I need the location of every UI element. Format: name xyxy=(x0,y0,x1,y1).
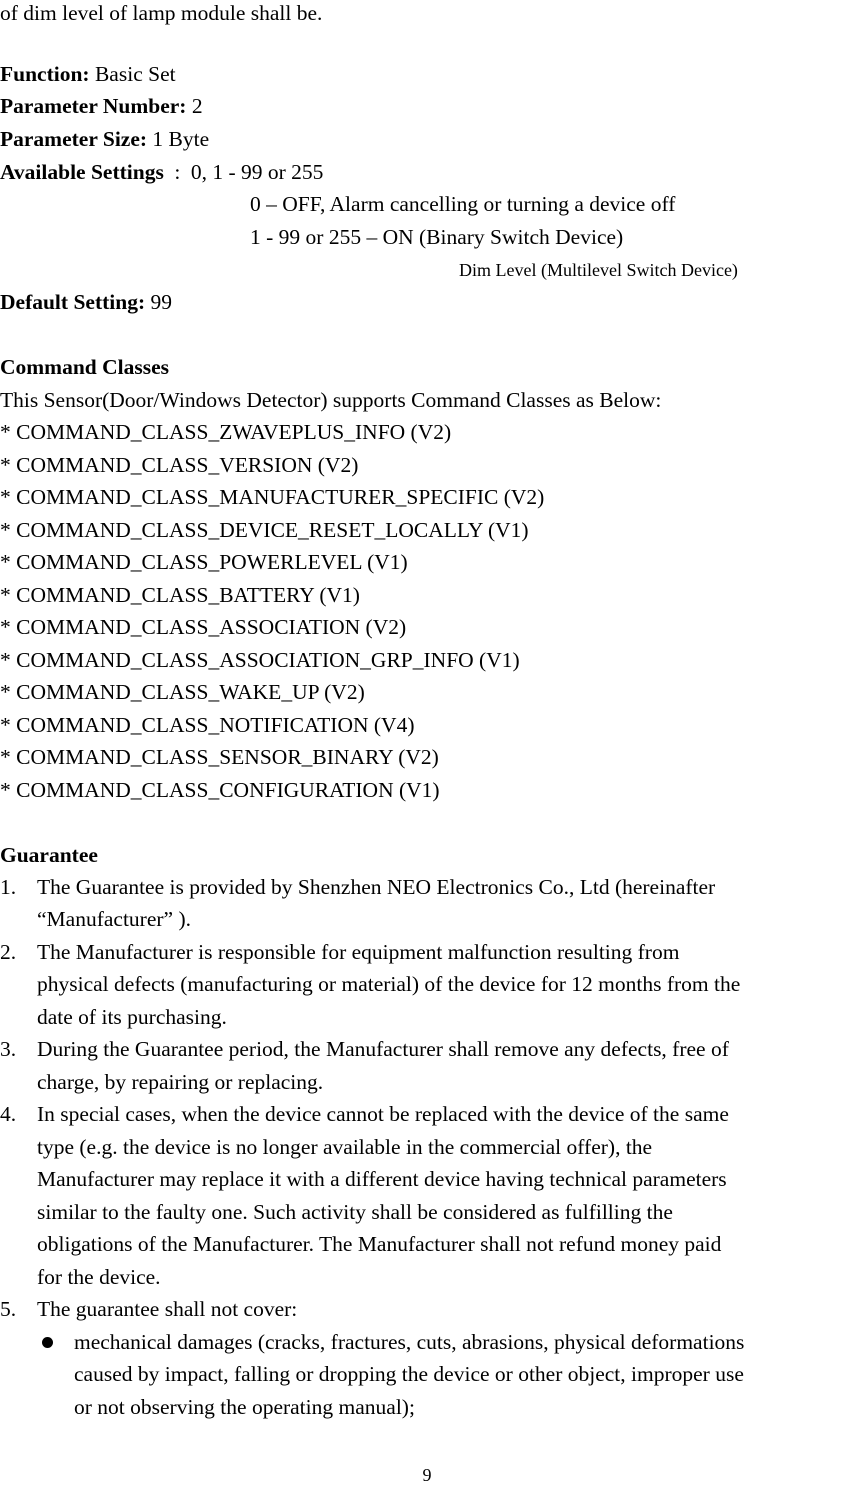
guarantee-item-line: “Manufacturer” ). xyxy=(37,907,191,931)
command-class-item: * COMMAND_CLASS_NOTIFICATION (V4) xyxy=(0,713,415,737)
guarantee-item-number: 2. xyxy=(0,940,17,964)
command-classes-heading: Command Classes xyxy=(0,355,170,379)
guarantee-item-line: During the Guarantee period, the Manufacturer shall remove any defects, free of xyxy=(37,1037,729,1061)
bullet-item-line: caused by impact, falling or dropping the device or other object, improper use xyxy=(74,1362,744,1386)
parameter-size-row xyxy=(0,129,209,151)
parameter-size-value: 1 Byte xyxy=(147,127,210,151)
guarantee-item-line: similar to the faulty one. Such activity shall be considered as fulfilling the xyxy=(37,1200,673,1224)
command-class-item: * COMMAND_CLASS_ASSOCIATION_GRP_INFO (V1) xyxy=(0,648,520,672)
command-class-item: * COMMAND_CLASS_DEVICE_RESET_LOCALLY (V1) xyxy=(0,518,529,542)
command-class-item: * COMMAND_CLASS_CONFIGURATION (V1) xyxy=(0,778,440,802)
bullet-item-line: mechanical damages (cracks, fractures, cuts, abrasions, physical deformations xyxy=(74,1330,745,1354)
command-class-item: * COMMAND_CLASS_POWERLEVEL (V1) xyxy=(0,550,408,574)
command-class-item: * COMMAND_CLASS_MANUFACTURER_SPECIFIC (V2) xyxy=(0,485,545,509)
guarantee-item-line: obligations of the Manufacturer. The Manufacturer shall not refund money paid xyxy=(37,1232,722,1256)
command-class-item: * COMMAND_CLASS_VERSION (V2) xyxy=(0,453,359,477)
guarantee-item-line: Manufacturer may replace it with a different device having technical parameters xyxy=(37,1167,727,1191)
settings-line-off: 0 – OFF, Alarm cancelling or turning a device off xyxy=(250,192,676,216)
guarantee-item-line: In special cases, when the device cannot be replaced with the device of the same xyxy=(37,1102,729,1126)
guarantee-item-line: The guarantee shall not cover: xyxy=(37,1297,298,1321)
guarantee-item-line: physical defects (manufacturing or material) of the device for 12 months from the xyxy=(37,972,741,996)
guarantee-item-line: date of its purchasing. xyxy=(37,1005,227,1029)
command-classes-intro: This Sensor(Door/Windows Detector) supports Command Classes as Below: xyxy=(0,388,662,412)
guarantee-item-number: 3. xyxy=(0,1037,17,1061)
function-row xyxy=(0,64,176,86)
default-setting-value: 99 xyxy=(145,290,172,314)
guarantee-item-number: 1. xyxy=(0,875,17,899)
page-number: 9 xyxy=(422,1465,432,1485)
command-class-item: * COMMAND_CLASS_SENSOR_BINARY (V2) xyxy=(0,745,439,769)
default-setting-row xyxy=(0,292,172,314)
command-class-item: * COMMAND_CLASS_ASSOCIATION (V2) xyxy=(0,615,407,639)
default-setting-label: Default Setting: xyxy=(0,290,146,314)
intro-tail-text: of dim level of lamp module shall be. xyxy=(0,1,323,25)
guarantee-item-line: The Manufacturer is responsible for equipment malfunction resulting from xyxy=(37,940,680,964)
available-settings-value: 0, 1 - 99 or 255 xyxy=(190,160,324,184)
command-class-item: * COMMAND_CLASS_WAKE_UP (V2) xyxy=(0,680,365,704)
settings-line-on: 1 - 99 or 255 – ON (Binary Switch Device) xyxy=(250,225,624,249)
guarantee-item-number: 4. xyxy=(0,1102,17,1126)
guarantee-item-line: charge, by repairing or replacing. xyxy=(37,1070,324,1094)
function-label: Function: xyxy=(0,62,90,86)
guarantee-heading: Guarantee xyxy=(0,843,98,867)
guarantee-item-number: 5. xyxy=(0,1297,17,1321)
guarantee-item-line: for the device. xyxy=(37,1265,161,1289)
parameter-number-label: Parameter Number: xyxy=(0,94,187,118)
available-settings-row xyxy=(0,162,323,184)
settings-line-dim: Dim Level (Multilevel Switch Device) xyxy=(459,260,738,280)
guarantee-item-line: type (e.g. the device is no longer available in the commercial offer), the xyxy=(37,1135,653,1159)
function-value: Basic Set xyxy=(89,62,176,86)
parameter-number-value: 2 xyxy=(186,94,203,118)
available-settings-sep: : xyxy=(174,160,181,184)
command-class-item: * COMMAND_CLASS_BATTERY (V1) xyxy=(0,583,360,607)
bullet-dot-icon xyxy=(42,1337,53,1348)
parameter-number-row xyxy=(0,96,203,118)
parameter-size-label: Parameter Size: xyxy=(0,127,148,151)
available-settings-label: Available Settings xyxy=(0,160,164,184)
command-class-item: * COMMAND_CLASS_ZWAVEPLUS_INFO (V2) xyxy=(0,420,452,444)
guarantee-item-line: The Guarantee is provided by Shenzhen NEO Electronics Co., Ltd (hereinafter xyxy=(37,875,716,899)
bullet-item-line: or not observing the operating manual); xyxy=(74,1395,415,1419)
